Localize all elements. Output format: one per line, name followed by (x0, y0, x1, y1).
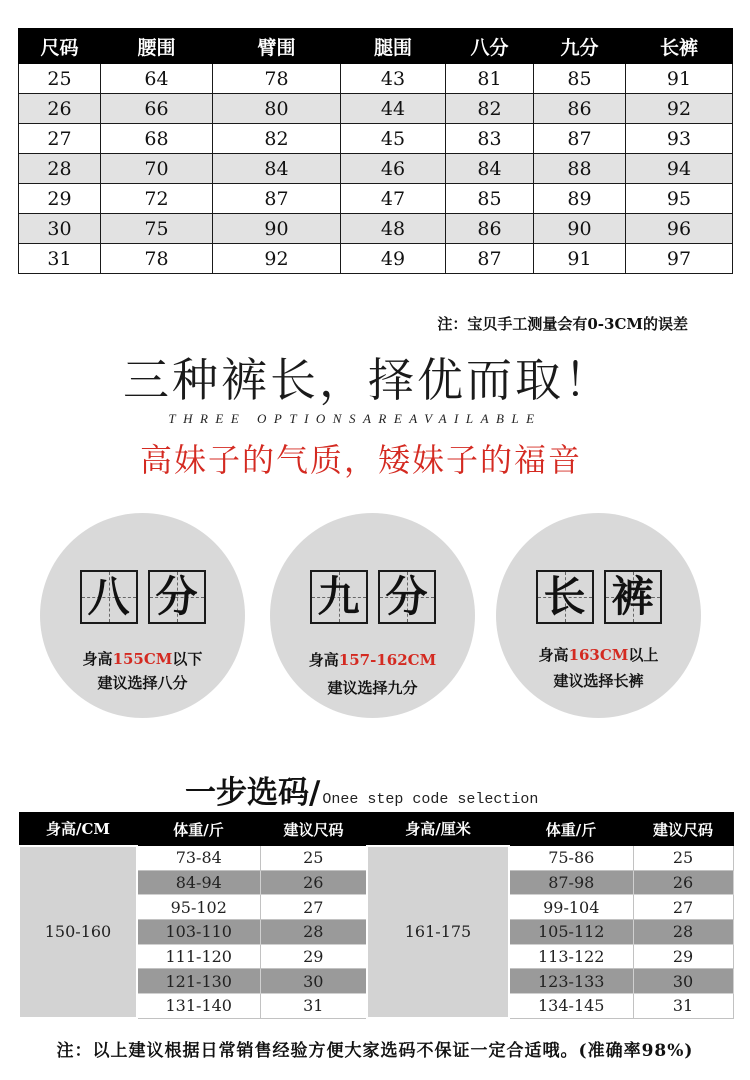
cell-waist: 75 (101, 214, 213, 244)
cell-full-length: 96 (626, 214, 733, 244)
option-char-row (40, 570, 245, 624)
size-measurement-table (18, 28, 733, 274)
cell-full-length: 93 (626, 124, 733, 154)
length-option-cropped-8 (40, 513, 245, 718)
height-range-cell: 150-160 (19, 846, 137, 1019)
option-advice: 建议选择八分 (97, 674, 188, 692)
option-char-row (270, 570, 475, 624)
header-suggested-size: 建议尺码 (633, 813, 733, 846)
size-cell: 29 (260, 944, 367, 969)
selection-title-main: 一步选码/ (185, 775, 321, 811)
length-option-cropped-9 (270, 513, 475, 718)
cell-waist: 70 (101, 154, 213, 184)
height-range-cell: 161-175 (367, 846, 509, 1019)
size-table-row (19, 244, 733, 274)
cell-cropped-8: 84 (446, 154, 534, 184)
cell-arm: 82 (213, 124, 341, 154)
cell-cropped-8: 82 (446, 94, 534, 124)
cell-cropped-9: 91 (534, 244, 626, 274)
char-grid-box (80, 570, 138, 624)
weight-cell: 123-133 (509, 969, 633, 994)
cell-size: 30 (19, 214, 101, 244)
option-advice: 建议选择长裤 (553, 672, 644, 690)
cell-cropped-9: 85 (534, 64, 626, 94)
height-suffix: 以下 (172, 650, 203, 668)
option-height-line (40, 649, 245, 669)
size-table-row (19, 214, 733, 244)
size-table-header-row (19, 29, 733, 64)
cell-cropped-8: 81 (446, 64, 534, 94)
weight-cell: 103-110 (137, 920, 260, 945)
height-prefix: 身高 (82, 650, 113, 668)
cell-cropped-8: 86 (446, 214, 534, 244)
cell-cropped-9: 86 (534, 94, 626, 124)
size-cell: 26 (260, 870, 367, 895)
cell-waist: 66 (101, 94, 213, 124)
cell-arm: 90 (213, 214, 341, 244)
footer-disclaimer: 注：以上建议根据日常销售经验方便大家选码不保证一定合适哦。(准确率98%) (56, 1041, 694, 1061)
cell-arm: 78 (213, 64, 341, 94)
header-arm: 臂围 (213, 29, 341, 64)
cell-thigh: 47 (341, 184, 446, 214)
cell-arm: 84 (213, 154, 341, 184)
size-table-row (19, 124, 733, 154)
weight-cell: 87-98 (509, 870, 633, 895)
cell-thigh: 46 (341, 154, 446, 184)
header-cropped-8: 八分 (446, 29, 534, 64)
size-table-row (19, 184, 733, 214)
cell-full-length: 97 (626, 244, 733, 274)
size-table-row (19, 94, 733, 124)
option-char-row (496, 570, 701, 624)
weight-cell: 75-86 (509, 846, 633, 871)
cell-thigh: 49 (341, 244, 446, 274)
size-cell: 30 (633, 969, 733, 994)
option-height-line (270, 650, 475, 670)
weight-cell: 84-94 (137, 870, 260, 895)
selection-row (19, 846, 733, 871)
tagline: 高妹子的气质，矮妹子的福音 (139, 441, 582, 479)
height-value: 163CM (568, 646, 629, 664)
cell-waist: 78 (101, 244, 213, 274)
cell-full-length: 92 (626, 94, 733, 124)
weight-cell: 95-102 (137, 895, 260, 920)
char-grid-box (310, 570, 368, 624)
header-waist: 腰围 (101, 29, 213, 64)
size-cell: 29 (633, 944, 733, 969)
height-prefix: 身高 (308, 651, 339, 669)
size-cell: 28 (260, 920, 367, 945)
height-prefix: 身高 (538, 646, 569, 664)
char-grid-box (536, 570, 594, 624)
size-cell: 28 (633, 920, 733, 945)
char-grid-box (604, 570, 662, 624)
size-cell: 31 (633, 994, 733, 1019)
header-size: 尺码 (19, 29, 101, 64)
header-full-length: 长裤 (626, 29, 733, 64)
cell-cropped-9: 87 (534, 124, 626, 154)
size-selection-table (18, 812, 734, 1019)
header-height-limi: 身高/厘米 (367, 813, 509, 846)
cell-arm: 87 (213, 184, 341, 214)
char-grid-box (378, 570, 436, 624)
cell-size: 25 (19, 64, 101, 94)
cell-size: 31 (19, 244, 101, 274)
cell-size: 29 (19, 184, 101, 214)
header-suggested-size: 建议尺码 (260, 813, 367, 846)
header-height-cm: 身高/CM (19, 813, 137, 846)
weight-cell: 134-145 (509, 994, 633, 1019)
length-option-full-length (496, 513, 701, 718)
cell-thigh: 43 (341, 64, 446, 94)
option-char: 九 (317, 572, 360, 621)
header-weight: 体重/斤 (509, 813, 633, 846)
size-cell: 25 (633, 846, 733, 871)
cell-waist: 68 (101, 124, 213, 154)
cell-full-length: 95 (626, 184, 733, 214)
cell-cropped-8: 87 (446, 244, 534, 274)
char-grid-box (148, 570, 206, 624)
header-cropped-9: 九分 (534, 29, 626, 64)
cell-size: 26 (19, 94, 101, 124)
weight-cell: 105-112 (509, 920, 633, 945)
cell-thigh: 44 (341, 94, 446, 124)
size-cell: 27 (633, 895, 733, 920)
option-char: 分 (155, 572, 198, 621)
size-cell: 25 (260, 846, 367, 871)
measurement-error-note: 注：宝贝手工测量会有0-3CM的误差 (437, 315, 688, 333)
cell-cropped-9: 88 (534, 154, 626, 184)
weight-cell: 99-104 (509, 895, 633, 920)
cell-cropped-8: 83 (446, 124, 534, 154)
weight-cell: 111-120 (137, 944, 260, 969)
option-char: 长 (543, 572, 586, 621)
height-value: 157-162CM (338, 651, 437, 669)
option-char: 八 (87, 572, 130, 621)
cell-size: 28 (19, 154, 101, 184)
selection-title-sub: Onee step code selection (322, 791, 539, 808)
cell-cropped-8: 85 (446, 184, 534, 214)
header-weight: 体重/斤 (137, 813, 260, 846)
option-char: 分 (385, 572, 428, 621)
weight-cell: 131-140 (137, 994, 260, 1019)
header-thigh: 腿围 (341, 29, 446, 64)
headline-english: THREE OPTIONSAREAVAILABLE (168, 411, 542, 426)
cell-cropped-9: 89 (534, 184, 626, 214)
cell-waist: 72 (101, 184, 213, 214)
size-cell: 27 (260, 895, 367, 920)
selection-title (185, 767, 538, 812)
cell-size: 27 (19, 124, 101, 154)
cell-arm: 80 (213, 94, 341, 124)
weight-cell: 73-84 (137, 846, 260, 871)
cell-full-length: 91 (626, 64, 733, 94)
size-cell: 26 (633, 870, 733, 895)
weight-cell: 113-122 (509, 944, 633, 969)
cell-full-length: 94 (626, 154, 733, 184)
weight-cell: 121-130 (137, 969, 260, 994)
selection-header-row (19, 813, 733, 846)
option-advice: 建议选择九分 (327, 679, 418, 697)
height-value: 155CM (112, 650, 173, 668)
size-table-row (19, 154, 733, 184)
cell-arm: 92 (213, 244, 341, 274)
cell-waist: 64 (101, 64, 213, 94)
option-char: 裤 (611, 572, 654, 621)
cell-cropped-9: 90 (534, 214, 626, 244)
cell-thigh: 45 (341, 124, 446, 154)
size-cell: 31 (260, 994, 367, 1019)
cell-thigh: 48 (341, 214, 446, 244)
height-suffix: 以上 (628, 646, 659, 664)
size-table-row (19, 64, 733, 94)
size-cell: 30 (260, 969, 367, 994)
headline: 三种裤长，择优而取！ (123, 353, 613, 407)
option-height-line (496, 645, 701, 665)
